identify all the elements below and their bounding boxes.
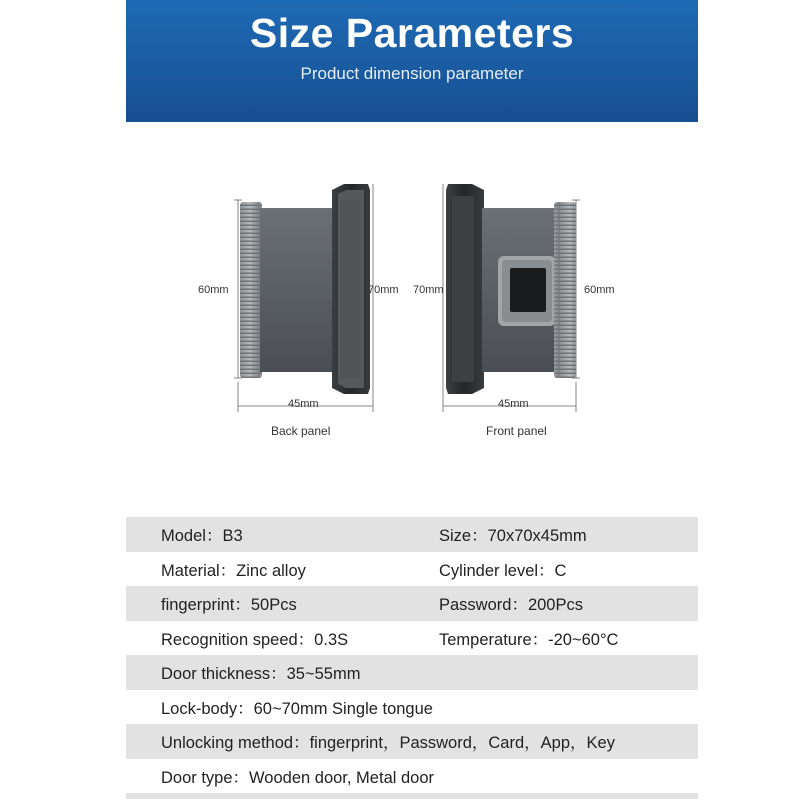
spec-row bbox=[126, 724, 698, 759]
page-title: Size Parameters bbox=[249, 10, 575, 56]
spec-model: Model：B3 bbox=[161, 527, 243, 546]
spec-row bbox=[126, 552, 698, 587]
spec-row bbox=[126, 690, 698, 725]
spec-lock-body: Lock-body：60~70mm Single tongue bbox=[161, 699, 433, 718]
front-height-small-label: 60mm bbox=[584, 284, 615, 296]
front-depth-label: 45mm bbox=[498, 398, 529, 410]
spec-table bbox=[126, 517, 698, 799]
spec-material: Material：Zinc alloy bbox=[161, 561, 306, 580]
front-panel-drawing bbox=[443, 184, 580, 412]
spec-password: Password：200Pcs bbox=[439, 596, 583, 615]
spec-temperature: Temperature：-20~60°C bbox=[439, 630, 619, 649]
spec-size: Size：70x70x45mm bbox=[439, 527, 587, 546]
spec-row bbox=[126, 655, 698, 690]
spec-cylinder-level: Cylinder level：C bbox=[439, 561, 567, 580]
spec-row bbox=[126, 517, 698, 552]
header-banner bbox=[126, 0, 698, 122]
page-subtitle: Product dimension parameter bbox=[300, 64, 524, 83]
spec-row bbox=[126, 586, 698, 621]
back-height-small-label: 60mm bbox=[198, 284, 229, 296]
lock-drawing bbox=[180, 170, 620, 450]
dimension-diagram bbox=[180, 170, 620, 450]
spec-row-end bbox=[126, 793, 698, 799]
back-panel-drawing bbox=[234, 184, 373, 412]
back-panel-caption: Back panel bbox=[271, 424, 331, 438]
back-depth-label: 45mm bbox=[288, 398, 319, 410]
spec-door-type: Door type：Wooden door, Metal door bbox=[161, 768, 435, 787]
spec-row bbox=[126, 621, 698, 656]
front-height-large-label: 70mm bbox=[413, 284, 444, 296]
spec-recognition-speed: Recognition speed：0.3S bbox=[161, 630, 349, 649]
back-height-large-label: 70mm bbox=[368, 284, 399, 296]
spec-unlocking-method: Unlocking method：fingerprint，Password，Card，App，Key bbox=[161, 734, 615, 753]
spec-row bbox=[126, 759, 698, 794]
spec-fingerprint: fingerprint：50Pcs bbox=[161, 596, 297, 615]
front-panel-caption: Front panel bbox=[486, 424, 547, 438]
spec-door-thickness: Door thickness：35~55mm bbox=[161, 665, 361, 684]
